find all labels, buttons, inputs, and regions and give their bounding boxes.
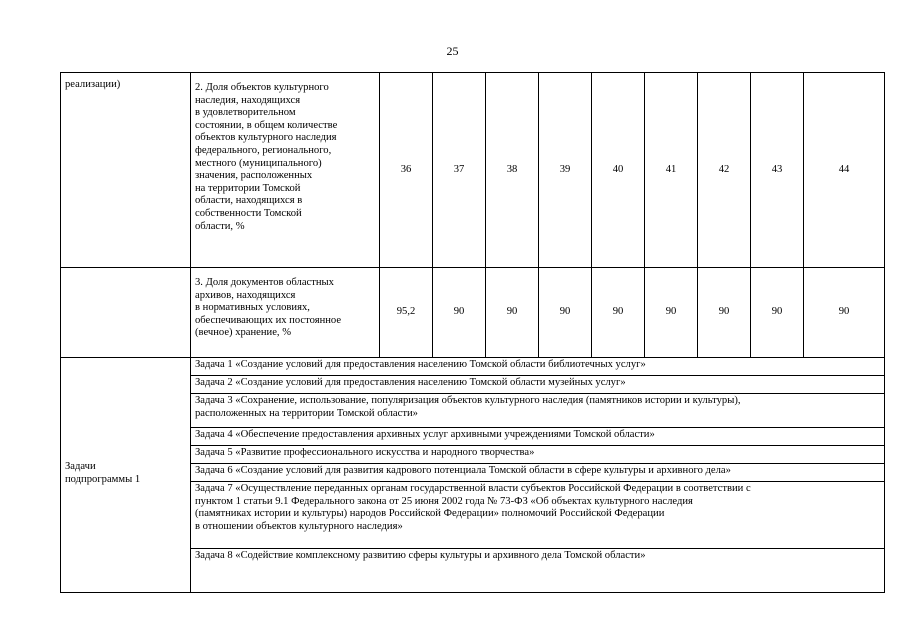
indicator-value: 90 <box>486 268 539 358</box>
task-text: Задача 5 «Развитие профессионального искусства и народного творчества» <box>191 446 885 464</box>
task-text: Задача 7 «Осуществление переданных органам государственной власти субъектов Российской Федерации в соответствии с пунктом 1 статьи 9.1 Федерального закона от 25 июня 2002 года № 73-ФЗ «Об объектах культурного наследия (памятниках истории и культуры) народов Российской Федерации» полномочий Российской Федерации в отношении объектов культурного наследия» <box>191 482 885 549</box>
indicator-value: 90 <box>539 268 592 358</box>
row-label-cell <box>61 268 191 358</box>
indicator-value: 36 <box>380 73 433 268</box>
indicator-value: 90 <box>751 268 804 358</box>
indicator-value: 37 <box>433 73 486 268</box>
indicator-value: 44 <box>804 73 885 268</box>
indicator-value: 39 <box>539 73 592 268</box>
row-label-cell: реализации) <box>61 73 191 268</box>
task-text: Задача 2 «Создание условий для предоставления населению Томской области музейных услуг» <box>191 376 885 394</box>
task-text: Задача 8 «Содействие комплексному развитию сферы культуры и архивного дела Томской области» <box>191 549 885 593</box>
indicator-value: 95,2 <box>380 268 433 358</box>
task-text: Задача 6 «Создание условий для развития кадрового потенциала Томской области в сфере культуры и архивного дела» <box>191 464 885 482</box>
indicator-value: 40 <box>592 73 645 268</box>
indicator-value: 90 <box>698 268 751 358</box>
task-row <box>61 358 885 376</box>
task-text: Задача 1 «Создание условий для предоставления населению Томской области библиотечных услуг» <box>191 358 885 376</box>
indicator-value: 90 <box>804 268 885 358</box>
program-table <box>60 72 885 593</box>
indicator-value: 42 <box>698 73 751 268</box>
page-number: 25 <box>446 44 459 58</box>
indicator-text: 3. Доля документов областных архивов, находящихся в нормативных условиях, обеспечивающих их постоянное (вечное) хранение, % <box>191 268 380 358</box>
indicator-row <box>61 268 885 358</box>
tasks-label: Задачи подпрограммы 1 <box>61 358 191 593</box>
indicator-value: 90 <box>592 268 645 358</box>
indicator-value: 41 <box>645 73 698 268</box>
indicator-value: 38 <box>486 73 539 268</box>
indicator-row <box>61 73 885 268</box>
indicator-value: 90 <box>433 268 486 358</box>
task-text: Задача 3 «Сохранение, использование, популяризация объектов культурного наследия (памятников истории и культуры), расположенных на территории Томской области» <box>191 394 885 428</box>
task-text: Задача 4 «Обеспечение предоставления архивных услуг архивными учреждениями Томской области» <box>191 428 885 446</box>
indicator-value: 90 <box>645 268 698 358</box>
indicator-text: 2. Доля объектов культурного наследия, находящихся в удовлетворительном состоянии, в общем количестве объектов культурного наследия федерального, регионального, местного (муниципального) значения, расположенных на территории Томской области, находящихся в собственности Томской области, % <box>191 73 380 268</box>
indicator-value: 43 <box>751 73 804 268</box>
